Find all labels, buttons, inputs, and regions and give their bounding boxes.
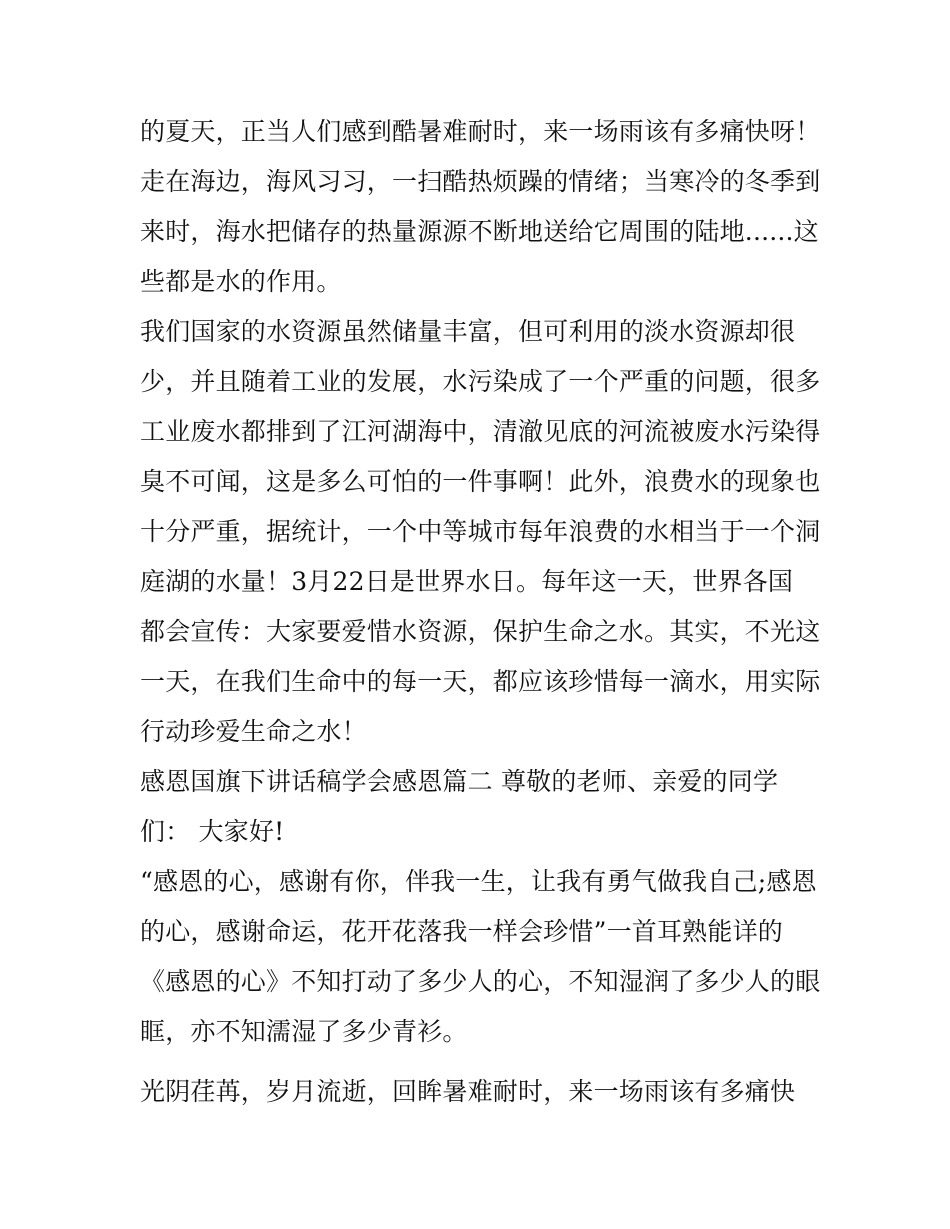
text-line: 的夏天，正当人们感到酷暑难耐时，来一场雨该有多痛快呀！ <box>140 117 821 146</box>
text-line: 工业废水都排到了江河湖海中，清澈见底的河流被废水污染得 <box>140 417 821 446</box>
text-line: 《感恩的心》不知打动了多少人的心，不知湿润了多少人的眼 <box>140 967 821 996</box>
text-line: 十分严重，据统计，一个中等城市每年浪费的水相当于一个洞 <box>140 517 821 546</box>
text-line: 些都是水的作用。 <box>140 267 342 296</box>
text-line: 都会宣传：大家要爱惜水资源，保护生命之水。其实，不光这 <box>140 617 821 646</box>
text-line: 少，并且随着工业的发展，水污染成了一个严重的问题，很多 <box>140 367 821 396</box>
text-line: 光阴荏苒，岁月流逝，回眸暑难耐时，来一场雨该有多痛快 <box>140 1077 796 1106</box>
text-line: 我们国家的水资源虽然储量丰富，但可利用的淡水资源却很 <box>140 317 796 346</box>
text-line: 们： 大家好! <box>140 817 285 846</box>
text-line: 走在海边，海风习习，一扫酷热烦躁的情绪；当寒冷的冬季到 <box>140 167 821 196</box>
text-line: 庭湖的水量！3月22日是世界水日。每年这一天，世界各国 <box>140 567 794 596</box>
text-line: 眶，亦不知濡湿了多少青衫。 <box>140 1017 468 1046</box>
text-line: 行动珍爱生命之水！ <box>140 717 367 746</box>
text-line: “感恩的心，感谢有你，伴我一生，让我有勇气做我自己;感恩 <box>140 867 817 896</box>
text-line: 来时，海水把储存的热量源源不断地送给它周围的陆地......这 <box>140 217 819 246</box>
section-heading-line: 感恩国旗下讲话稿学会感恩篇二 尊敬的老师、亲爱的同学 <box>140 767 779 796</box>
text-line: 臭不可闻，这是多么可怕的一件事啊！此外，浪费水的现象也 <box>140 467 821 496</box>
text-line: 的心，感谢命运，花开花落我一样会珍惜”一首耳熟能详的 <box>140 917 783 946</box>
text-line: 一天，在我们生命中的每一天，都应该珍惜每一滴水，用实际 <box>140 667 821 696</box>
